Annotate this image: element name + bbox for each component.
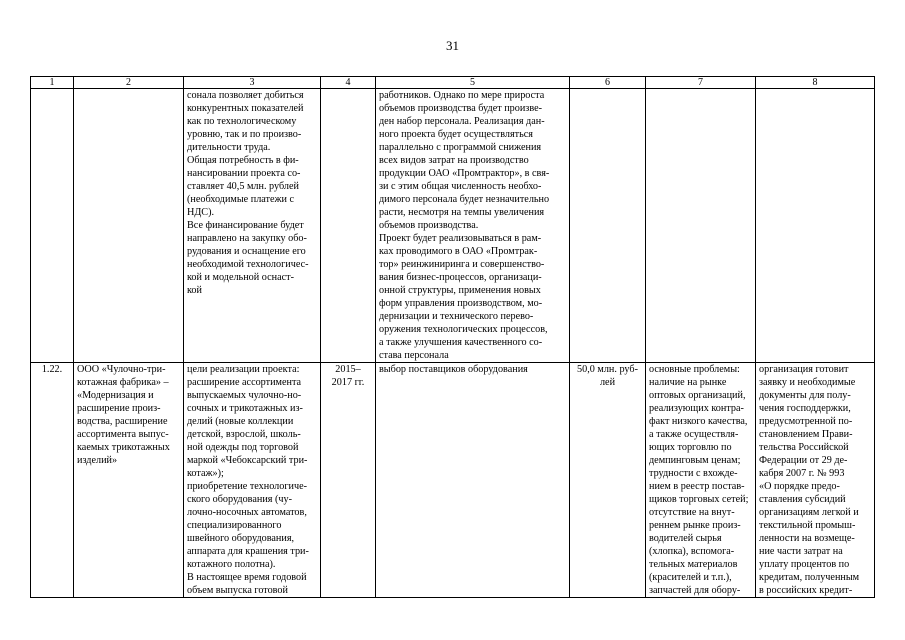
- cell-organization: [74, 89, 184, 363]
- cell-measures: работников. Однако по мере прироста объемов производства будет произве- ден набор персонала. Реализация дан- ного проекта будет осуществляться параллельно с программой снижения всех видов затрат на производство продукции ОАО «Промтрактор», в свя- зи с этим общая численность необхо- димого персонала будет незначительно расти, несмотря на темпы увеличения объемов производства. Проект будет реализовываться в рам- ках проводимого в ОАО «Промтрак- тор» реинжиниринга и совершенство- вания бизнес-процессов, организаци- онной структуры, применения новых форм управления производством, мо- дернизации и технического перево- оружения технологических процессов, а также улучшения качественного со- става персонала: [376, 89, 570, 363]
- column-header-1: 1: [31, 77, 74, 89]
- table-row-1-22: [31, 363, 875, 598]
- projects-table: [30, 76, 875, 598]
- cell-problems: основные проблемы: наличие на рынке оптовых организаций, реализующих контра- факт низкого качества, а также осуществля- ющих торговлю по демпинговым ценам; трудности с вхожде- нием в реестр постав- щиков торговых сетей; отсутствие на внут- реннем рынке произ- водителей сырья (хлопка), вспомога- тельных материалов (красителей и т.п.), запчастей для обору-: [646, 363, 756, 598]
- cell-support: организация готовит заявку и необходимые документы для полу- чения господдержки, предусмотренной по- становлением Прави- тельства Российской Федерации от 29 де- кабря 2007 г. № 993 «О порядке предо- ставления субсидий организациям легкой и текстильной промыш- ленности на возмеще- ние части затрат на уплату процентов по кредитам, полученным в российских кредит-: [756, 363, 875, 598]
- column-header-7: 7: [646, 77, 756, 89]
- column-number-row: [31, 77, 875, 89]
- cell-period: 2015– 2017 гг.: [321, 363, 376, 598]
- cell-number: [31, 89, 74, 363]
- cell-amount: [570, 89, 646, 363]
- cell-project-description: цели реализации проекта: расширение ассортимента выпускаемых чулочно-но- сочных и трикотажных из- делий (новые коллекции детской, взрослой, школь- ной одежды под торговой маркой «Чебоксарский три- котаж»); приобретение технологиче- ского оборудования (чу- лочно-носочных автоматов, специализированного швейного оборудования, аппарата для крашения три- котажного полотна). В настоящее время годовой объем выпуска готовой: [184, 363, 321, 598]
- column-header-3: 3: [184, 77, 321, 89]
- column-header-6: 6: [570, 77, 646, 89]
- cell-project-description: сонала позволяет добиться конкурентных показателей как по технологическому уровню, так и по произво- дительности труда. Общая потребность в фи- нансировании проекта со- ставляет 40,5 млн. рублей (необходимые платежи с НДС). Все финансирование будет направлено на закупку обо- рудования и оснащение его необходимой технологичес- кой и модельной оснаст- кой: [184, 89, 321, 363]
- column-header-4: 4: [321, 77, 376, 89]
- page-number: 31: [446, 38, 459, 53]
- table-row-continuation: [31, 89, 875, 363]
- cell-organization: ООО «Чулочно-три- котажная фабрика» – «Модернизация и расширение произ- водства, расширение ассортимента выпус- каемых трикотажных изделий»: [74, 363, 184, 598]
- column-header-8: 8: [756, 77, 875, 89]
- cell-support: [756, 89, 875, 363]
- column-header-5: 5: [376, 77, 570, 89]
- cell-measures: выбор поставщиков оборудования: [376, 363, 570, 598]
- cell-amount: 50,0 млн. руб- лей: [570, 363, 646, 598]
- cell-number: 1.22.: [31, 363, 74, 598]
- cell-period: [321, 89, 376, 363]
- cell-problems: [646, 89, 756, 363]
- column-header-2: 2: [74, 77, 184, 89]
